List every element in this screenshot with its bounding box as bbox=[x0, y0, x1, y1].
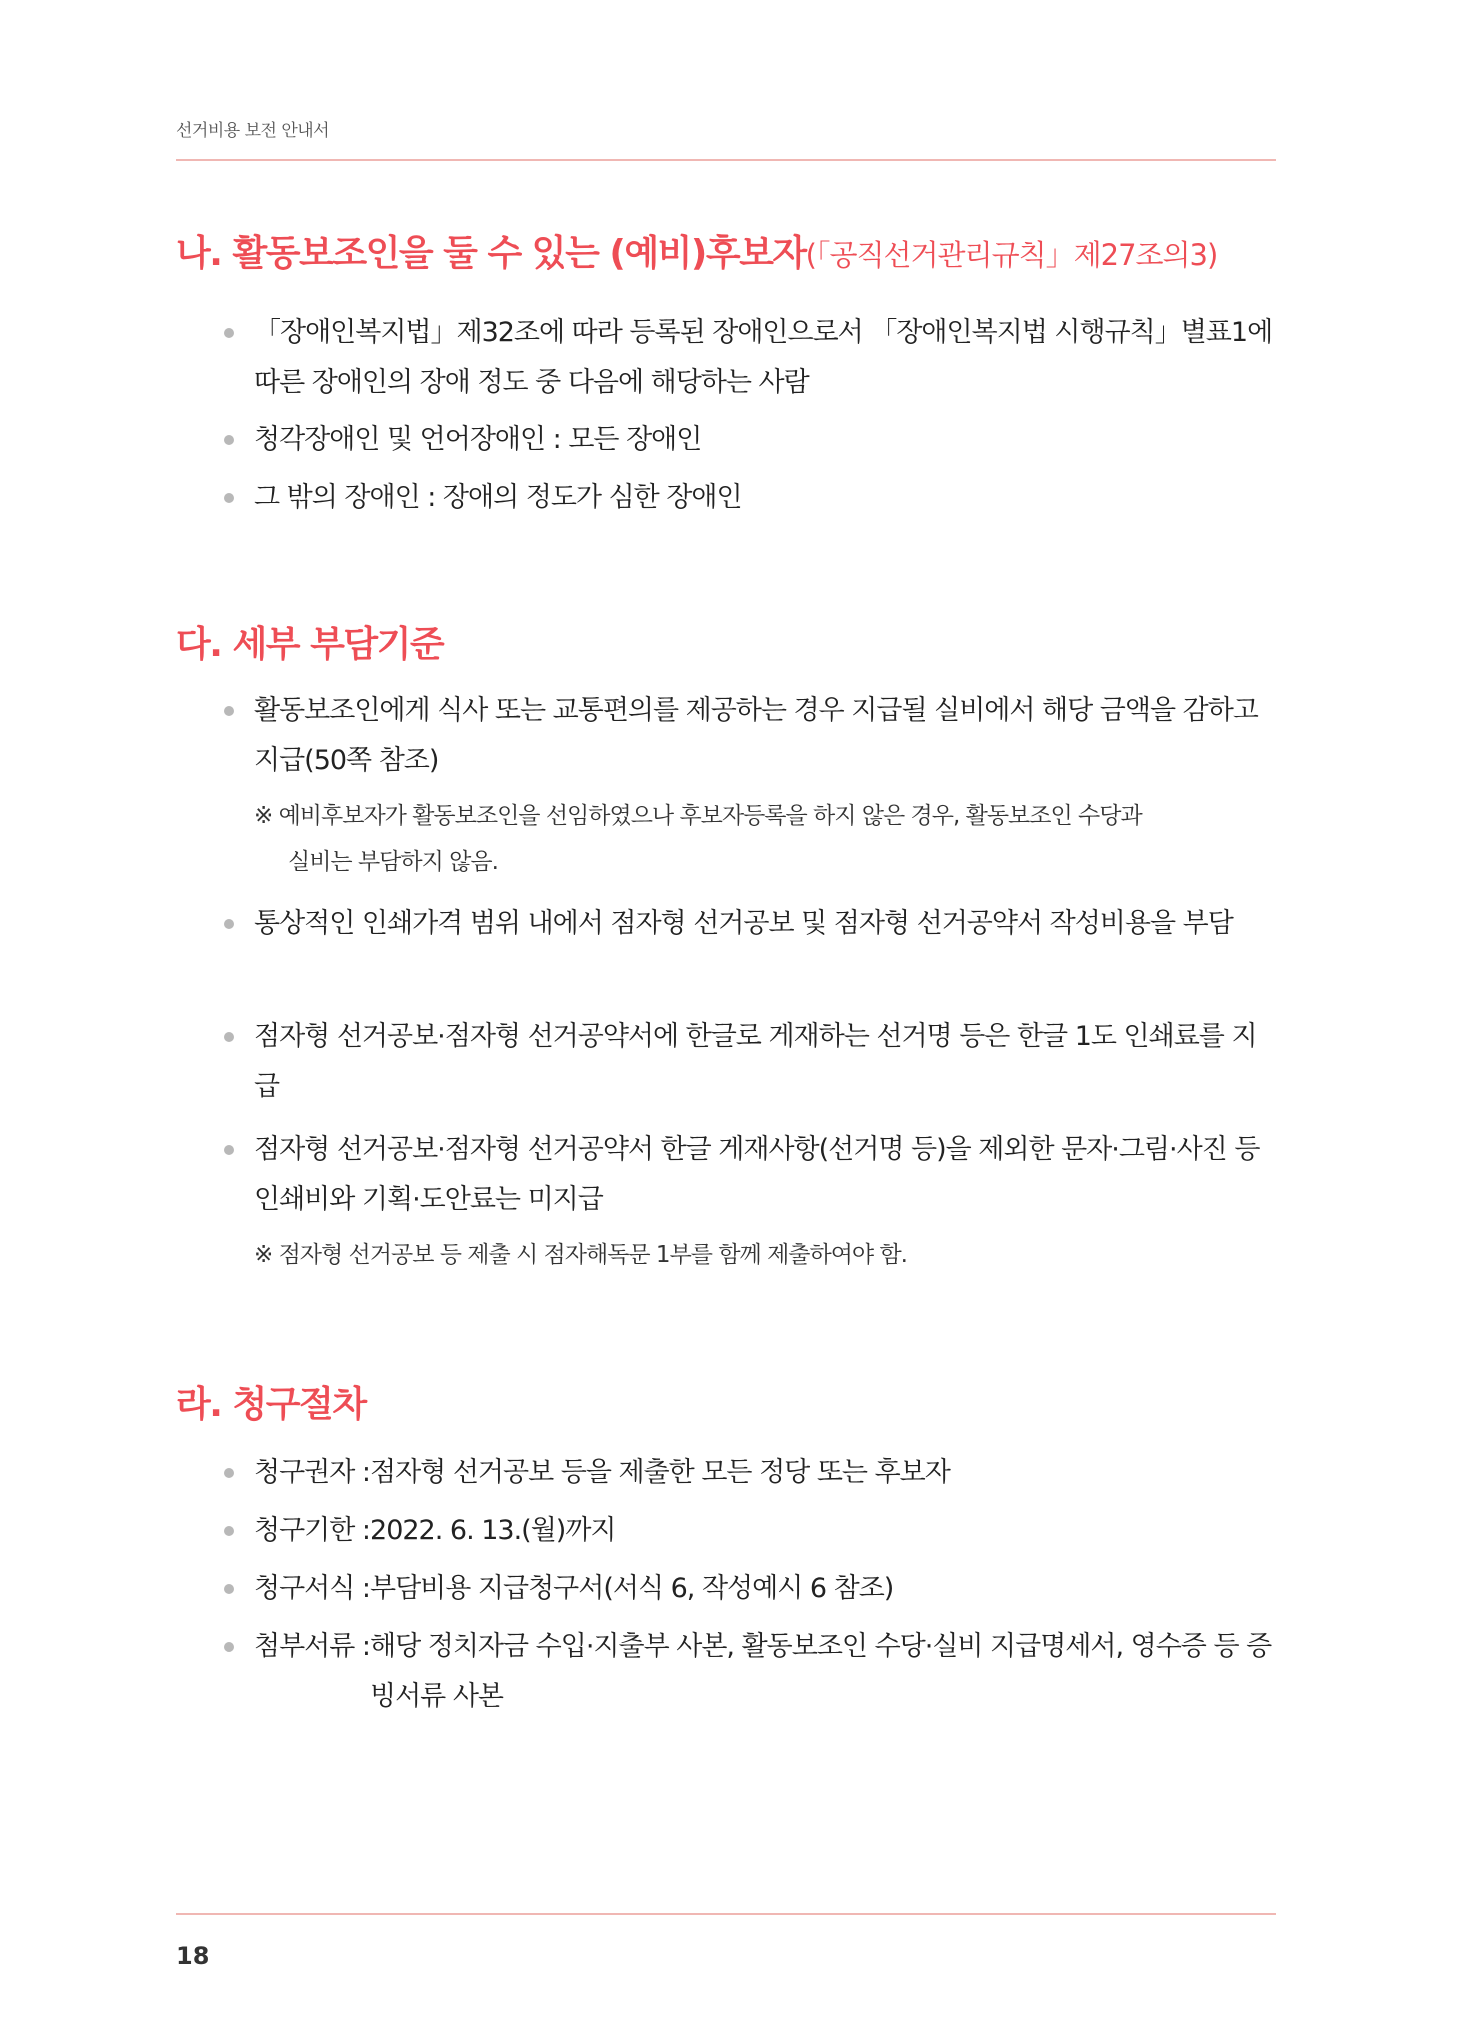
section-heading-na bbox=[176, 225, 1217, 276]
list-item: 「장애인복지법」제32조에 따라 등록된 장애인으로서 「장애인복지법 시행규칙」별표1에 따른 장애인의 장애 정도 중 다음에 해당하는 사람 bbox=[254, 308, 1276, 408]
list-item: 청각장애인 및 언어장애인 : 모든 장애인 bbox=[254, 415, 1276, 465]
section-heading-da: 다. 세부 부담기준 bbox=[176, 624, 444, 665]
bullet-icon bbox=[224, 1468, 234, 1478]
list-item: 활동보조인에게 식사 또는 교통편의를 제공하는 경우 지급될 실비에서 해당 금액을 감하고 지급(50쪽 참조) bbox=[254, 686, 1276, 786]
bullet-icon bbox=[224, 706, 234, 716]
list-item: 점자형 선거공보·점자형 선거공약서에 한글로 게재하는 선거명 등은 한글 1도 인쇄료를 지급 bbox=[254, 1012, 1276, 1112]
list-item: 청구권자 : 점자형 선거공보 등을 제출한 모든 정당 또는 후보자 bbox=[254, 1448, 1276, 1498]
section-heading-na-title: 나. 활동보조인을 둘 수 있는 (예비)후보자 bbox=[176, 233, 806, 274]
section-heading-ra: 라. 청구절차 bbox=[176, 1384, 366, 1425]
list-item: 통상적인 인쇄가격 범위 내에서 점자형 선거공보 및 점자형 선거공약서 작성비용을 부담 bbox=[254, 899, 1276, 949]
section-heading-na-ref: (「공직선거관리규칙」제27조의3) bbox=[805, 238, 1218, 272]
running-header: 선거비용 보전 안내서 bbox=[176, 121, 330, 141]
list-item: 점자형 선거공보·점자형 선거공약서 한글 게재사항(선거명 등)을 제외한 문자·그림·사진 등 인쇄비와 기획·도안료는 미지급 bbox=[254, 1125, 1276, 1225]
bullet-icon bbox=[224, 493, 234, 503]
bullet-icon bbox=[224, 328, 234, 338]
bullet-icon bbox=[224, 1526, 234, 1536]
bullet-icon bbox=[224, 1032, 234, 1042]
bullet-icon bbox=[224, 919, 234, 929]
page-number: 18 bbox=[176, 1942, 210, 1970]
bullet-icon bbox=[224, 1642, 234, 1652]
header-divider bbox=[176, 159, 1276, 161]
bullet-icon bbox=[224, 1145, 234, 1155]
list-item: 첨부서류 : 해당 정치자금 수입·지출부 사본, 활동보조인 수당·실비 지급명세서, 영수증 등 증빙서류 사본 bbox=[254, 1622, 1276, 1722]
bullet-icon bbox=[224, 1584, 234, 1594]
footer-divider bbox=[176, 1913, 1276, 1915]
list-item: 청구기한 : 2022. 6. 13.(월)까지 bbox=[254, 1506, 1276, 1556]
note-text: ※ 점자형 선거공보 등 제출 시 점자해독문 1부를 함께 제출하여야 함. bbox=[254, 1242, 907, 1268]
list-item: 청구서식 : 부담비용 지급청구서(서식 6, 작성예시 6 참조) bbox=[254, 1564, 1276, 1614]
note-text: ※ 예비후보자가 활동보조인을 선임하였으나 후보자등록을 하지 않은 경우, 활동보조인 수당과 실비는 부담하지 않음. bbox=[254, 803, 1142, 875]
list-item: 그 밖의 장애인 : 장애의 정도가 심한 장애인 bbox=[254, 473, 1276, 523]
bullet-icon bbox=[224, 435, 234, 445]
